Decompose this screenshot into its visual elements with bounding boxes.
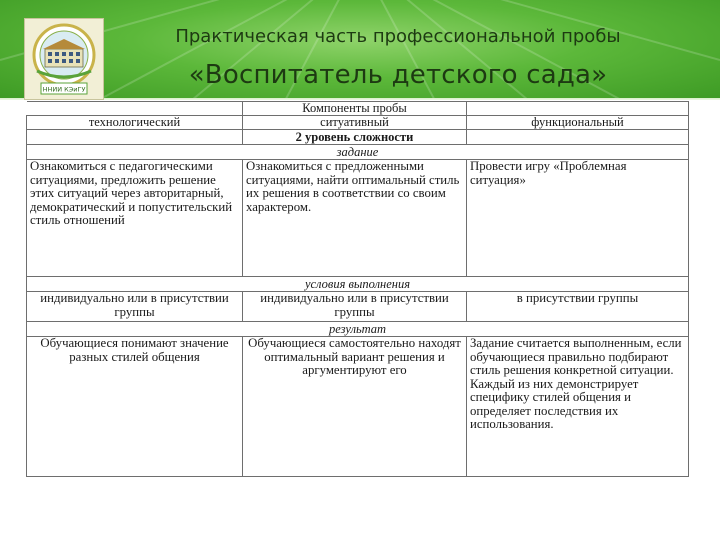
table-row-task bbox=[27, 160, 689, 277]
banner-edge bbox=[0, 98, 720, 100]
section-label-conditions: условия выполнения bbox=[27, 277, 689, 292]
svg-text:ННИИ КЭиГУ: ННИИ КЭиГУ bbox=[42, 85, 86, 94]
section-row-result bbox=[27, 322, 689, 337]
table-cell: Провести игру «Проблемная ситуация» bbox=[467, 160, 689, 277]
section-label-result: результат bbox=[27, 322, 689, 337]
table-cell: Обучающиеся понимают значение разных стилей общения bbox=[27, 337, 243, 477]
institution-logo bbox=[24, 18, 104, 100]
table-cell: в присутствии группы bbox=[467, 292, 689, 322]
scanned-table bbox=[26, 101, 688, 487]
section-row-task bbox=[27, 145, 689, 160]
table-row-conditions bbox=[27, 292, 689, 322]
column-header: технологический bbox=[27, 116, 243, 130]
table-cell: Ознакомиться с педагогическими ситуациями, предложить решение этих ситуаций через авторитарный, демократический и попустительский стиль отношений bbox=[27, 160, 243, 277]
table-cell: Обучающиеся самостоятельно находят оптимальный вариант решения и аргументируют его bbox=[243, 337, 467, 477]
difficulty-level: 2 уровень сложности bbox=[243, 130, 467, 145]
slide-title-line1: Практическая часть профессиональной пробы bbox=[175, 26, 621, 47]
table-cell: Ознакомиться с предложенными ситуациями, найти оптимальный стиль их решения в соответствии со своим характером. bbox=[243, 160, 467, 277]
slide-title-line2: «Воспитатель детского сада» bbox=[188, 60, 608, 90]
section-label-task: задание bbox=[27, 145, 689, 160]
table-cell: индивидуально или в присутствии группы bbox=[27, 292, 243, 322]
table-caption-row bbox=[27, 102, 689, 116]
section-row-conditions bbox=[27, 277, 689, 292]
column-header: ситуативный bbox=[243, 116, 467, 130]
difficulty-level-row bbox=[27, 130, 689, 145]
table-caption: Компоненты пробы bbox=[243, 102, 467, 116]
components-table bbox=[26, 101, 689, 477]
table-cell: индивидуально или в присутствии группы bbox=[243, 292, 467, 322]
table-header-row bbox=[27, 116, 689, 130]
table-cell: Задание считается выполненным, если обучающиеся правильно подбирают стиль решения конкретной ситуации. Каждый из них демонстрирует специфику стилей общения и определяет последствия их использования. bbox=[467, 337, 689, 477]
table-row-result bbox=[27, 337, 689, 477]
column-header: функциональный bbox=[467, 116, 689, 130]
